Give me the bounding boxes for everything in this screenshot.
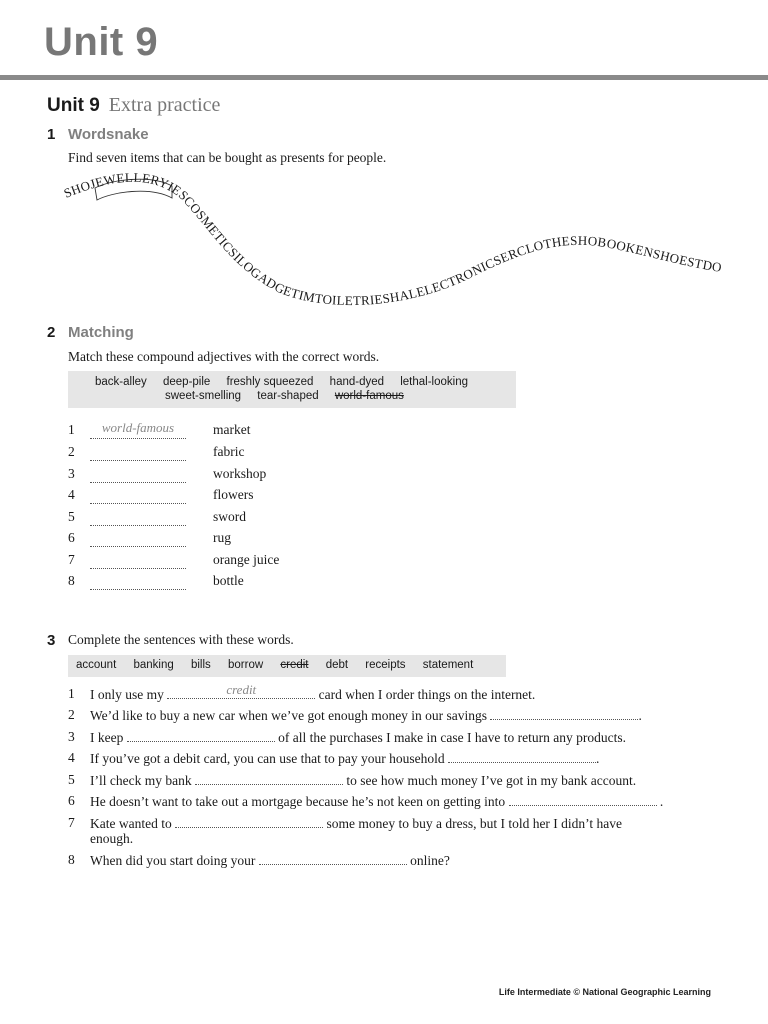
sentence-after: online?	[410, 853, 450, 868]
match-word: bottle	[213, 573, 244, 588]
match-row	[68, 552, 368, 572]
word-box-item: hand-dyed	[329, 376, 385, 388]
sentence-before: If you’ve got a debit card, you can use that to pay your household	[90, 751, 445, 766]
match-row	[68, 530, 368, 550]
wordsnake	[0, 168, 768, 318]
match-word: fabric	[213, 444, 245, 459]
item-number: 1	[68, 422, 75, 437]
match-row	[68, 466, 368, 486]
match-row	[68, 422, 368, 442]
sentence-text	[90, 772, 690, 788]
answer-text: credit	[226, 682, 257, 697]
match-row	[68, 444, 368, 464]
header-rule	[0, 75, 768, 80]
unit-header: Unit 9	[44, 20, 159, 64]
match-word: orange juice	[213, 552, 280, 567]
item-number: 7	[68, 552, 75, 567]
ex1-title: Wordsnake	[68, 126, 149, 143]
answer-blank[interactable]	[90, 487, 186, 504]
sentence-before: When did you start doing your	[90, 853, 256, 868]
answer-blank[interactable]	[195, 772, 343, 785]
match-word: rug	[213, 530, 231, 545]
item-number: 3	[68, 729, 75, 744]
answer-blank[interactable]	[90, 444, 186, 461]
section-unit: Unit 9	[47, 95, 100, 116]
word-box-item: banking	[133, 659, 174, 671]
item-number: 5	[68, 772, 75, 787]
sentence-before: We’d like to buy a new car when we’ve got enough money in our savings	[90, 708, 488, 723]
item-number: 8	[68, 852, 75, 867]
match-word: flowers	[213, 487, 254, 502]
ex1-number: 1	[47, 126, 56, 143]
answer-blank[interactable]	[90, 573, 186, 590]
sentence-before: I keep	[90, 730, 124, 745]
sentence-after: .	[596, 751, 600, 766]
item-number: 4	[68, 750, 75, 765]
answer-text: world-famous	[101, 420, 175, 435]
match-word: market	[213, 422, 251, 437]
answer-blank[interactable]	[90, 466, 186, 483]
item-number: 7	[68, 815, 75, 830]
word-box-item: back-alley	[95, 376, 147, 388]
match-word: sword	[213, 509, 246, 524]
sentence-text	[90, 793, 690, 809]
ex3-instruction: Complete the sentences with these words.	[68, 632, 294, 647]
item-number: 6	[68, 530, 75, 545]
wordsnake-text: SHOJEWELLERYIESCOSMETICSILOGADGETIMTOILETRIESHALELECTRONICSERCLOTHESHOBOOKENSHOESTDO	[61, 169, 723, 309]
word-box-item: lethal-looking	[400, 376, 468, 388]
item-number: 4	[68, 487, 75, 502]
sentence-after: some money to buy a dress, but I told her I didn’t have enough.	[90, 816, 623, 846]
sentence-text	[90, 682, 690, 702]
item-number: 1	[68, 686, 75, 701]
word-box-row-2	[165, 390, 417, 402]
word-box-item: freshly squeezed	[226, 376, 314, 388]
match-row	[68, 573, 368, 593]
word-box-item: statement	[422, 659, 474, 671]
word-box-row-1	[95, 376, 481, 388]
word-box-item: debt	[325, 659, 349, 671]
sentence-text	[90, 852, 690, 868]
answer-blank[interactable]	[90, 530, 186, 547]
answer-blank[interactable]	[90, 552, 186, 569]
sentence-before: I’ll check my bank	[90, 773, 192, 788]
sentence-text	[90, 750, 690, 766]
sentence-after: to see how much money I’ve got in my bank account.	[346, 773, 637, 788]
word-box-item-used: world-famous	[334, 390, 404, 402]
word-box-item-used: credit	[280, 659, 309, 671]
word-box-item: sweet-smelling	[165, 390, 242, 402]
answer-blank[interactable]	[259, 852, 407, 865]
match-word: workshop	[213, 466, 267, 481]
ex1-instruction: Find seven items that can be bought as presents for people.	[68, 150, 387, 165]
sentence-before: He doesn’t want to take out a mortgage because he’s not keen on getting into	[90, 794, 506, 809]
answer-blank[interactable]	[490, 707, 638, 720]
sentence-after: of all the purchases I make in case I have to return any products.	[278, 730, 626, 745]
answer-blank[interactable]	[509, 793, 657, 806]
item-number: 2	[68, 707, 75, 722]
ex3-word-box	[68, 655, 506, 677]
section-extra-practice: Extra practice	[108, 94, 221, 116]
answer-blank[interactable]	[175, 815, 323, 828]
sentence-text	[90, 707, 690, 723]
word-box-item: borrow	[228, 659, 264, 671]
word-box-item: account	[76, 659, 117, 671]
sentence-before: I only use my	[90, 687, 164, 702]
match-row	[68, 509, 368, 529]
item-number: 3	[68, 466, 75, 481]
answer-blank[interactable]	[90, 509, 186, 526]
item-number: 8	[68, 573, 75, 588]
item-number: 6	[68, 793, 75, 808]
ex2-instruction: Match these compound adjectives with the correct words.	[68, 349, 380, 364]
item-number: 5	[68, 509, 75, 524]
answer-blank[interactable]	[127, 729, 275, 742]
answer-blank[interactable]	[167, 682, 315, 699]
sentence-after: card when I order things on the internet.	[318, 687, 536, 702]
answer-blank[interactable]	[448, 750, 596, 763]
word-box-item: receipts	[365, 659, 406, 671]
section-title	[47, 94, 220, 117]
sentence-after: .	[638, 708, 642, 723]
word-box-item: bills	[190, 659, 211, 671]
sentence-before: Kate wanted to	[90, 816, 172, 831]
ex3-number: 3	[47, 632, 56, 649]
ex2-number: 2	[47, 324, 56, 341]
ex2-title: Matching	[68, 324, 134, 341]
word-box-item: tear-shaped	[257, 390, 319, 402]
ex2-word-box	[68, 371, 516, 408]
sentence-text	[90, 815, 650, 846]
sentence-text	[90, 729, 690, 745]
item-number: 2	[68, 444, 75, 459]
word-box-item: deep-pile	[162, 376, 211, 388]
word-box-row	[76, 659, 487, 671]
footer-credit: Life Intermediate © National Geographic Learning	[498, 987, 711, 997]
match-row	[68, 487, 368, 507]
sentence-after: .	[659, 794, 664, 809]
